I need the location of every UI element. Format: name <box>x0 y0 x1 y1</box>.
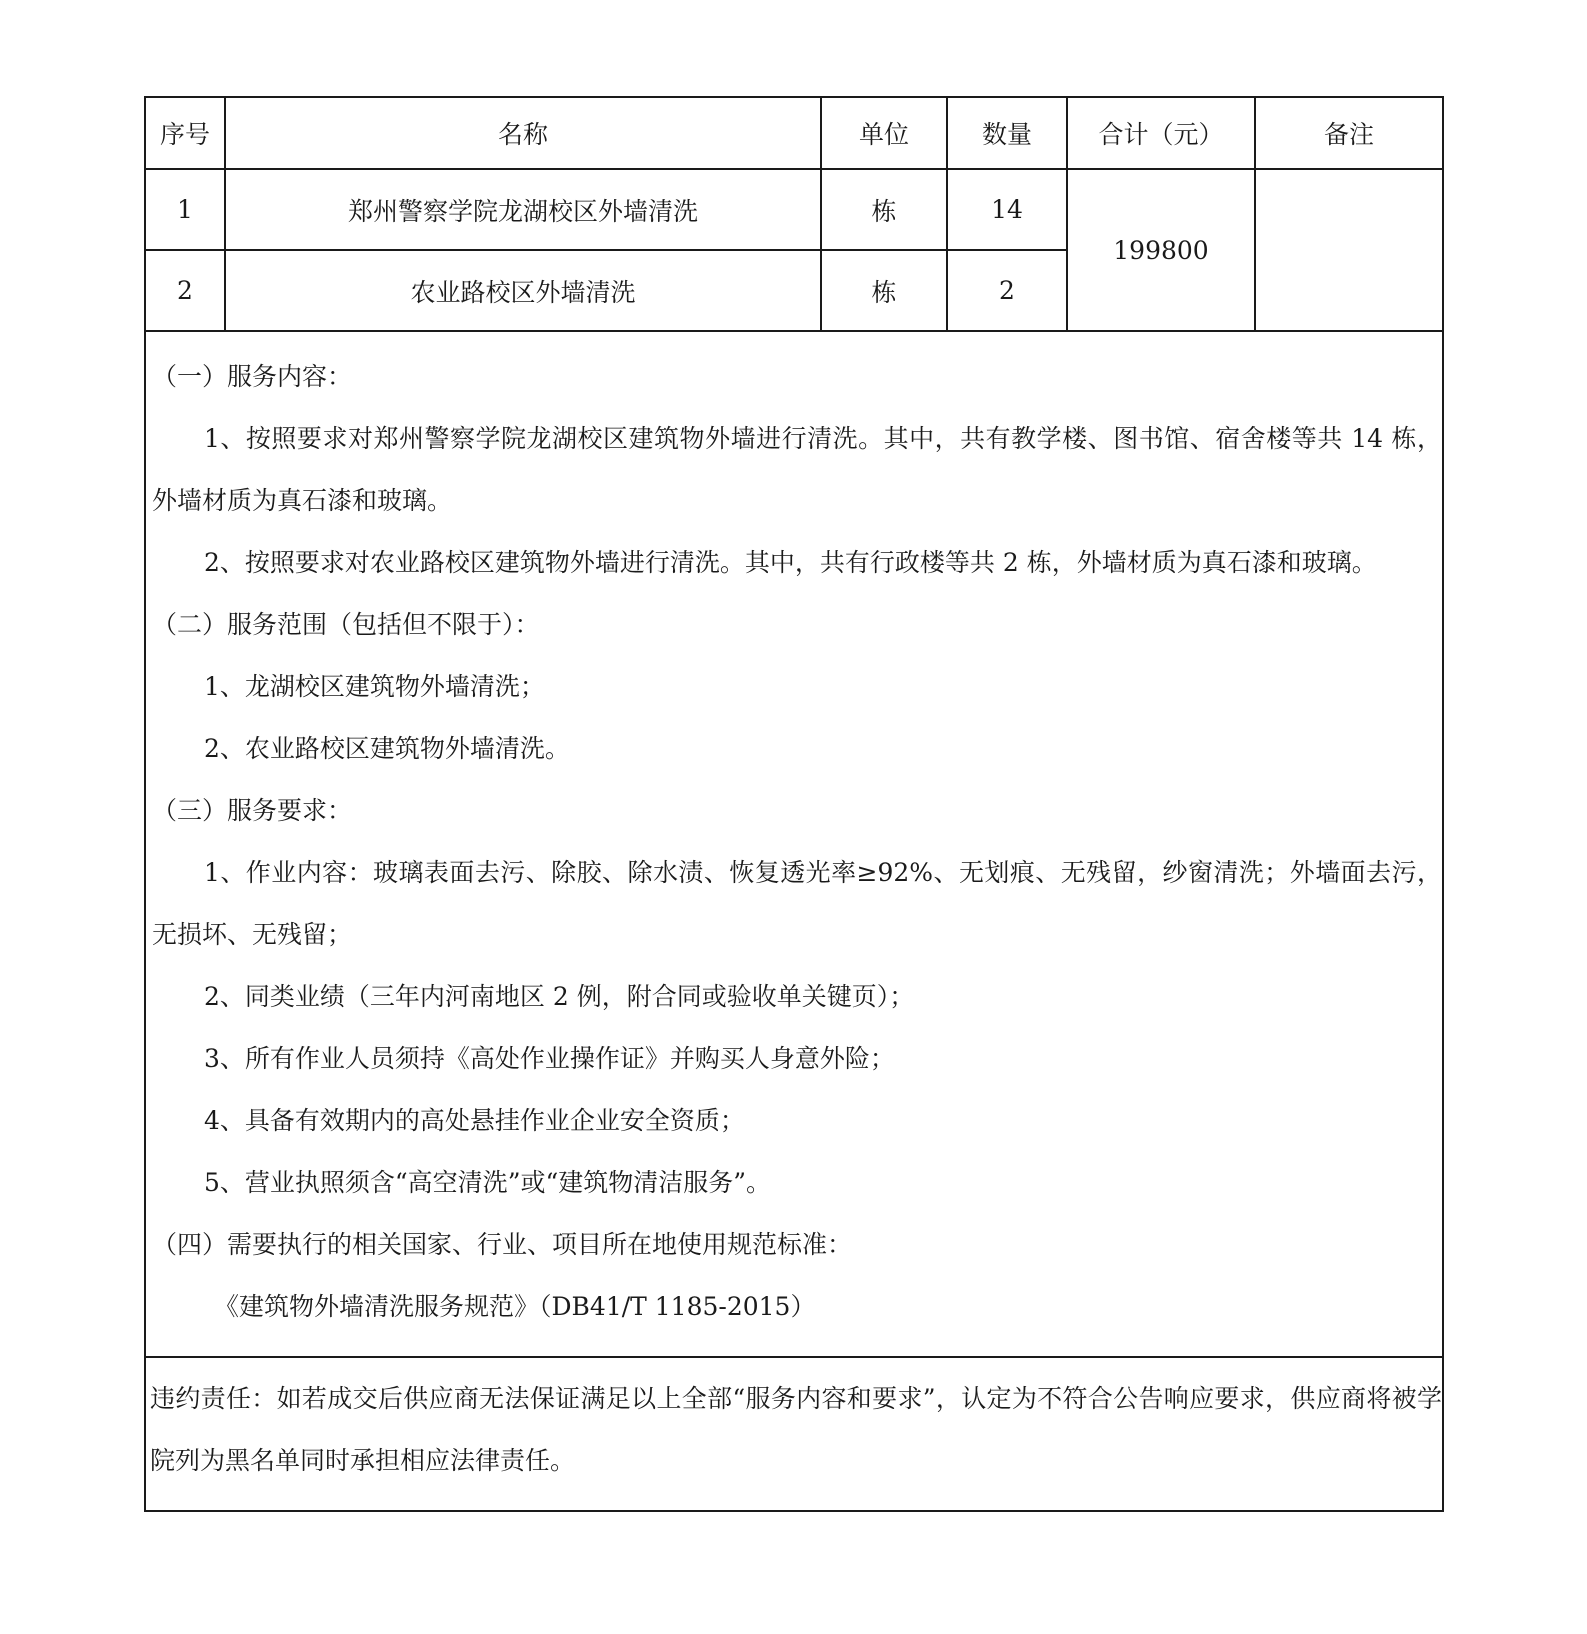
paragraph: 5、营业执照须含“高空清洗”或“建筑物清洁服务”。 <box>204 1168 772 1197</box>
paragraph: 1、龙湖校区建筑物外墙清洗； <box>204 672 545 701</box>
header-total: 合计（元） <box>1067 97 1255 169</box>
header-remark: 备注 <box>1255 97 1443 169</box>
row-no: 2 <box>145 250 225 331</box>
header-no: 序号 <box>145 97 225 169</box>
header-name: 名称 <box>225 97 821 169</box>
row-no: 1 <box>145 169 225 250</box>
paragraph: 2、同类业绩（三年内河南地区 2 例，附合同或验收单关键页）； <box>204 982 915 1011</box>
header-qty: 数量 <box>947 97 1067 169</box>
service-content-cell <box>145 331 1443 1357</box>
table-header-row <box>145 97 1443 169</box>
penalty-text: 违约责任：如若成交后供应商无法保证满足以上全部“服务内容和要求”，认定为不符合公告响应要求，供应商将被学院列为黑名单同时承担相应法律责任。 <box>150 1384 1442 1475</box>
row-name: 郑州警察学院龙湖校区外墙清洗 <box>225 169 821 250</box>
penalty-cell <box>145 1357 1443 1511</box>
section-title: （四）需要执行的相关国家、行业、项目所在地使用规范标准： <box>152 1230 853 1259</box>
paragraph: 2、农业路校区建筑物外墙清洗。 <box>204 734 570 763</box>
table-row <box>145 169 1443 250</box>
content-row <box>145 331 1443 1357</box>
header-unit: 单位 <box>821 97 947 169</box>
paragraph: 1、作业内容：玻璃表面去污、除胶、除水渍、恢复透光率≥92%、无划痕、无残留，纱窗清洗；外墙面去污，无损坏、无残留； <box>152 858 1442 949</box>
paragraph: 2、按照要求对农业路校区建筑物外墙进行清洗。其中，共有行政楼等共 2 栋，外墙材质为真石漆和玻璃。 <box>204 548 1377 577</box>
section-title: （三）服务要求： <box>152 796 353 825</box>
remark-cell <box>1255 169 1443 331</box>
penalty-row <box>145 1357 1443 1511</box>
section-title: （一）服务内容： <box>152 362 353 391</box>
procurement-table <box>144 96 1444 1512</box>
row-qty: 2 <box>947 250 1067 331</box>
total-amount: 199800 <box>1067 169 1255 331</box>
paragraph: 4、具备有效期内的高处悬挂作业企业安全资质； <box>204 1106 745 1135</box>
row-unit: 栋 <box>821 169 947 250</box>
row-unit: 栋 <box>821 250 947 331</box>
section-title: （二）服务范围（包括但不限于）： <box>152 610 540 639</box>
row-qty: 14 <box>947 169 1067 250</box>
standard-reference: 《建筑物外墙清洗服务规范》（DB41/T 1185-2015） <box>214 1292 816 1321</box>
paragraph: 3、所有作业人员须持《高处作业操作证》并购买人身意外险； <box>204 1044 895 1073</box>
row-name: 农业路校区外墙清洗 <box>225 250 821 331</box>
paragraph: 1、按照要求对郑州警察学院龙湖校区建筑物外墙进行清洗。其中，共有教学楼、图书馆、宿舍楼等共 14 栋，外墙材质为真石漆和玻璃。 <box>152 424 1442 515</box>
